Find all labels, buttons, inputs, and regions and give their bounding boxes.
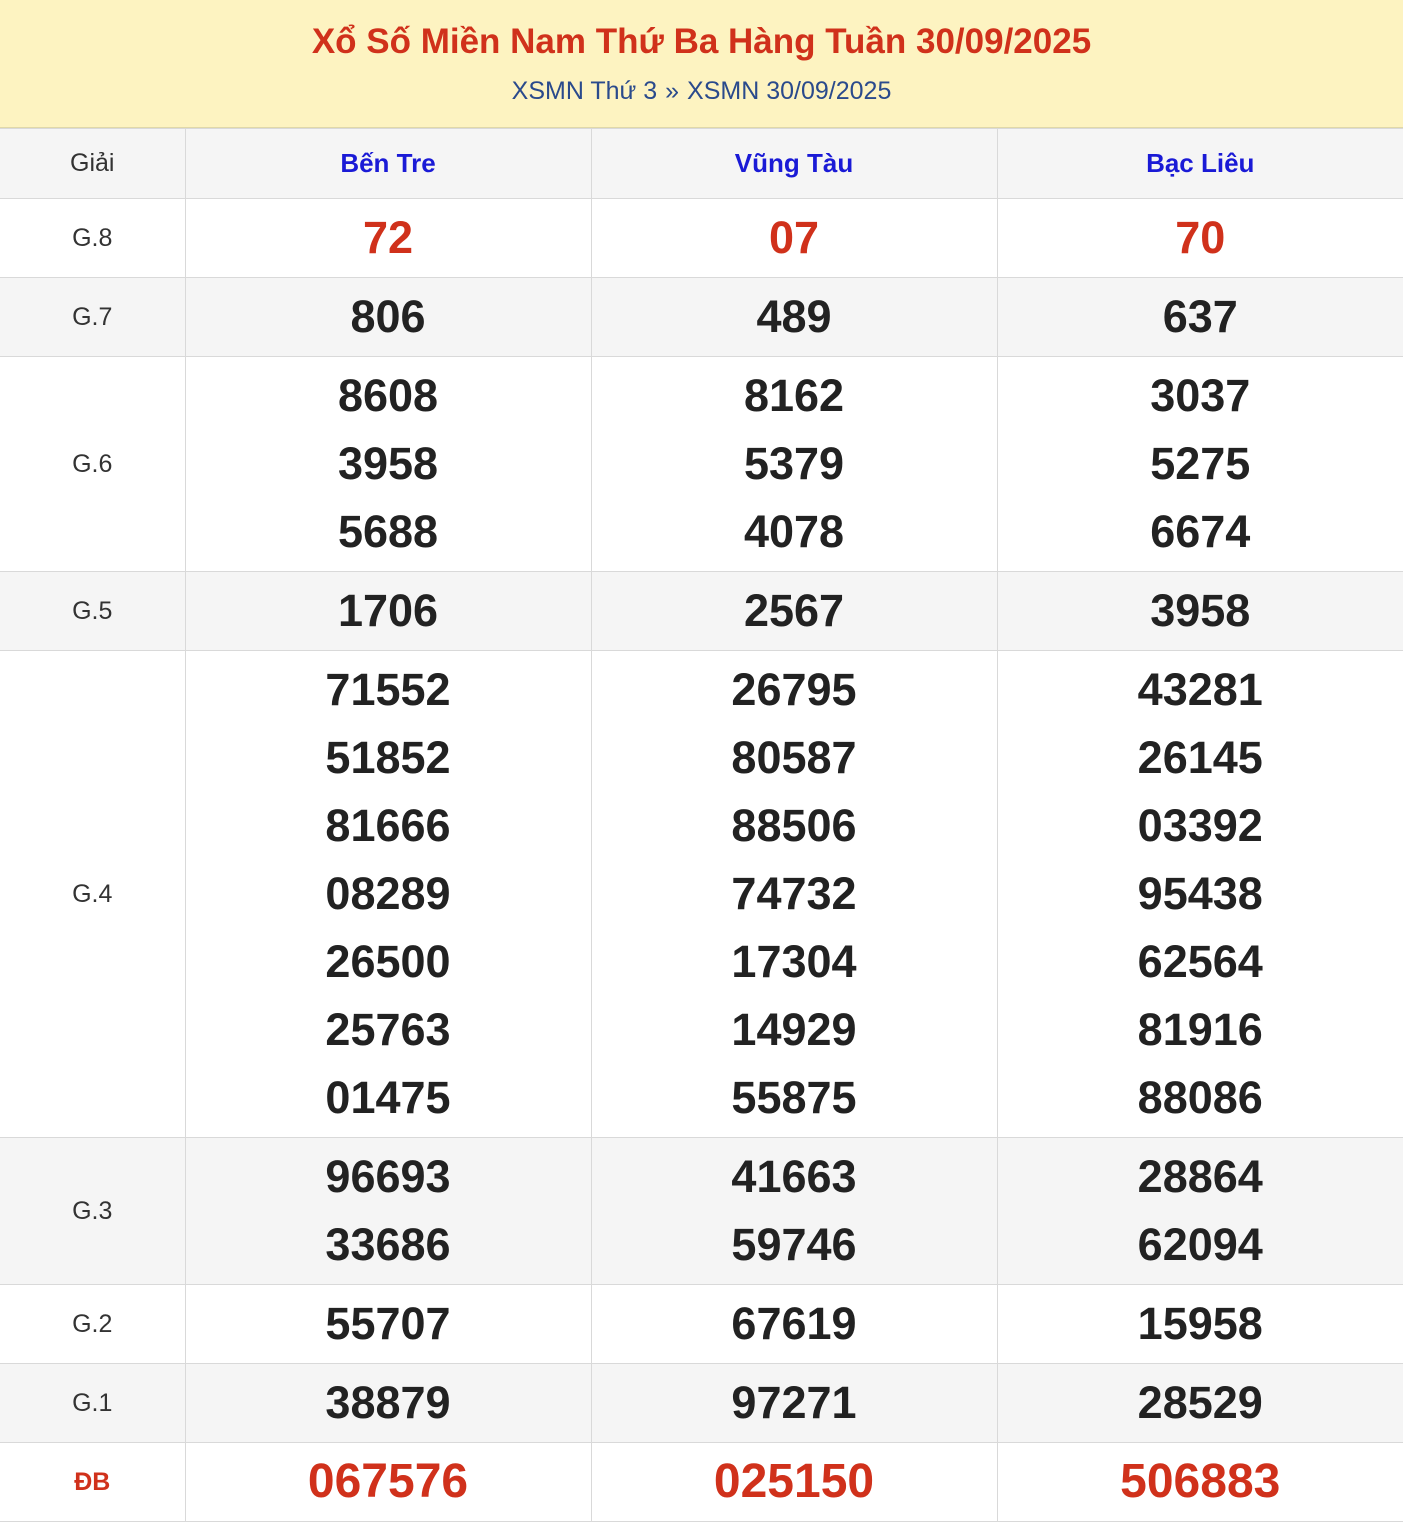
result-number: 506883 xyxy=(998,1448,1403,1516)
province-header-vung-tau[interactable]: Vũng Tàu xyxy=(591,129,997,199)
result-number: 95438 xyxy=(998,860,1403,928)
result-number: 55707 xyxy=(186,1290,591,1358)
prize-label: G.3 xyxy=(0,1138,185,1285)
breadcrumb-link-weekday[interactable]: XSMN Thứ 3 xyxy=(512,77,657,105)
result-number: 41663 xyxy=(592,1143,997,1211)
result-number: 26145 xyxy=(998,724,1403,792)
result-number: 806 xyxy=(186,283,591,351)
result-number: 70 xyxy=(998,204,1403,272)
result-cell-ben-tre xyxy=(185,572,591,651)
prize-label: G.2 xyxy=(0,1285,185,1364)
result-number: 5688 xyxy=(186,498,591,566)
result-number: 3958 xyxy=(186,430,591,498)
result-cell-ben-tre xyxy=(185,357,591,572)
result-number: 88086 xyxy=(998,1064,1403,1132)
prize-label: G.6 xyxy=(0,357,185,572)
result-number: 15958 xyxy=(998,1290,1403,1358)
result-cell-bac-lieu xyxy=(997,199,1403,278)
result-cell-bac-lieu xyxy=(997,1364,1403,1443)
result-number: 14929 xyxy=(592,996,997,1064)
result-cell-ben-tre xyxy=(185,1364,591,1443)
result-number: 81916 xyxy=(998,996,1403,1064)
prize-label: G.1 xyxy=(0,1364,185,1443)
result-number: 4078 xyxy=(592,498,997,566)
result-number: 3037 xyxy=(998,362,1403,430)
result-number: 489 xyxy=(592,283,997,351)
result-number: 8608 xyxy=(186,362,591,430)
result-number: 25763 xyxy=(186,996,591,1064)
result-number: 62094 xyxy=(998,1211,1403,1279)
result-number: 07 xyxy=(592,204,997,272)
result-number: 26795 xyxy=(592,656,997,724)
result-cell-bac-lieu xyxy=(997,651,1403,1138)
prize-row-g3 xyxy=(0,1138,1403,1285)
results-body xyxy=(0,199,1403,1522)
result-cell-vung-tau xyxy=(591,651,997,1138)
result-number: 62564 xyxy=(998,928,1403,996)
result-number: 025150 xyxy=(592,1448,997,1516)
prize-row-g7 xyxy=(0,278,1403,357)
result-cell-vung-tau xyxy=(591,1138,997,1285)
result-number: 2567 xyxy=(592,577,997,645)
result-number: 637 xyxy=(998,283,1403,351)
result-number: 81666 xyxy=(186,792,591,860)
result-number: 3958 xyxy=(998,577,1403,645)
result-number: 59746 xyxy=(592,1211,997,1279)
result-number: 43281 xyxy=(998,656,1403,724)
province-header-ben-tre[interactable]: Bến Tre xyxy=(185,129,591,199)
prize-row-g1 xyxy=(0,1364,1403,1443)
result-number: 1706 xyxy=(186,577,591,645)
result-number: 67619 xyxy=(592,1290,997,1358)
result-number: 01475 xyxy=(186,1064,591,1132)
table-header-row xyxy=(0,129,1403,199)
result-cell-vung-tau xyxy=(591,199,997,278)
result-number: 80587 xyxy=(592,724,997,792)
results-table xyxy=(0,128,1403,1522)
result-number: 96693 xyxy=(186,1143,591,1211)
page-title: Xổ Số Miền Nam Thứ Ba Hàng Tuần 30/09/2025 xyxy=(0,20,1403,64)
result-number: 26500 xyxy=(186,928,591,996)
result-number: 74732 xyxy=(592,860,997,928)
result-cell-vung-tau xyxy=(591,1285,997,1364)
prize-row-g5 xyxy=(0,572,1403,651)
result-number: 03392 xyxy=(998,792,1403,860)
result-cell-vung-tau xyxy=(591,357,997,572)
result-number: 28529 xyxy=(998,1369,1403,1437)
prize-row-g4 xyxy=(0,651,1403,1138)
breadcrumb-link-date[interactable]: XSMN 30/09/2025 xyxy=(687,77,891,105)
result-number: 28864 xyxy=(998,1143,1403,1211)
prize-label: G.7 xyxy=(0,278,185,357)
result-number: 33686 xyxy=(186,1211,591,1279)
result-cell-ben-tre xyxy=(185,278,591,357)
result-number: 5275 xyxy=(998,430,1403,498)
result-number: 067576 xyxy=(186,1448,591,1516)
result-cell-ben-tre xyxy=(185,1443,591,1522)
prize-label: ĐB xyxy=(0,1443,185,1522)
result-cell-ben-tre xyxy=(185,1285,591,1364)
result-cell-vung-tau xyxy=(591,572,997,651)
result-number: 88506 xyxy=(592,792,997,860)
breadcrumb-separator: » xyxy=(665,77,679,105)
result-cell-vung-tau xyxy=(591,1364,997,1443)
result-number: 97271 xyxy=(592,1369,997,1437)
prize-label: G.4 xyxy=(0,651,185,1138)
prize-row-g8 xyxy=(0,199,1403,278)
prize-row-db xyxy=(0,1443,1403,1522)
result-number: 5379 xyxy=(592,430,997,498)
result-cell-bac-lieu xyxy=(997,1138,1403,1285)
result-number: 8162 xyxy=(592,362,997,430)
result-number: 72 xyxy=(186,204,591,272)
result-cell-bac-lieu xyxy=(997,1443,1403,1522)
result-number: 17304 xyxy=(592,928,997,996)
result-number: 6674 xyxy=(998,498,1403,566)
result-cell-vung-tau xyxy=(591,278,997,357)
result-cell-ben-tre xyxy=(185,1138,591,1285)
result-number: 08289 xyxy=(186,860,591,928)
result-number: 38879 xyxy=(186,1369,591,1437)
prize-label: G.5 xyxy=(0,572,185,651)
result-cell-bac-lieu xyxy=(997,357,1403,572)
prize-column-header: Giải xyxy=(0,129,185,199)
result-cell-bac-lieu xyxy=(997,572,1403,651)
province-header-bac-lieu[interactable]: Bạc Liêu xyxy=(997,129,1403,199)
prize-row-g6 xyxy=(0,357,1403,572)
result-cell-ben-tre xyxy=(185,199,591,278)
result-number: 55875 xyxy=(592,1064,997,1132)
result-cell-bac-lieu xyxy=(997,1285,1403,1364)
result-cell-bac-lieu xyxy=(997,278,1403,357)
result-cell-vung-tau xyxy=(591,1443,997,1522)
prize-row-g2 xyxy=(0,1285,1403,1364)
result-cell-ben-tre xyxy=(185,651,591,1138)
result-number: 71552 xyxy=(186,656,591,724)
page-header xyxy=(0,0,1403,128)
prize-label: G.8 xyxy=(0,199,185,278)
breadcrumb xyxy=(0,74,1403,108)
result-number: 51852 xyxy=(186,724,591,792)
